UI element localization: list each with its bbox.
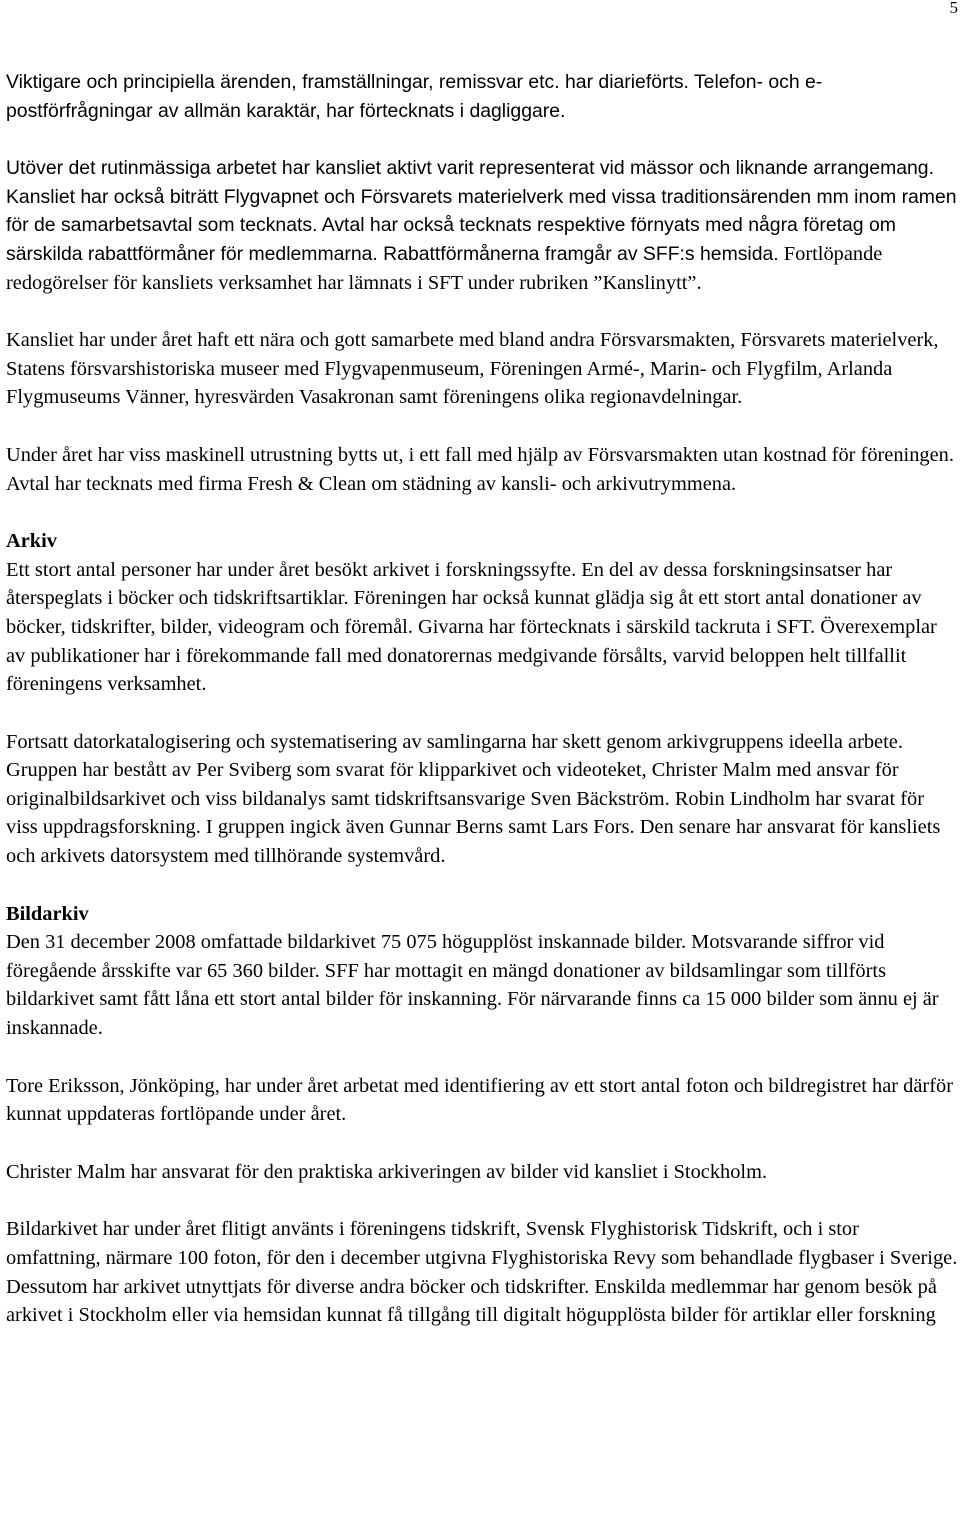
paragraph-arkiv-group: Fortsatt datorkatalogisering och systematisering av samlingarna har skett genom arkivgruppens ideella arbete. Gruppen har bestått av Per Sviberg som svarat för klipparkivet och videoteket, Christer Malm med ansvar för originalbildsarkivet och viss bildanalys samt tidskriftsansvarige Sven Bäckström. Robin Lindholm har svarat för viss uppdragsforskning. I gruppen ingick även Gunnar Berns samt Lars Fors. Den senare har ansvarat för kansliets och arkivets datorsystem med tillhörande systemvård.	[6, 730, 941, 868]
page-number: 5	[949, 0, 958, 17]
paragraph-bildarkiv-count: Den 31 december 2008 omfattade bildarkivet 75 075 högupplöst inskannade bilder. Motsvarande siffror vid föregående årsskifte var 65 360 bilder. SFF har mottagit en mängd donationer av bildsamlingar som tillförts bildarkivet samt fått låna ett stort antal bilder för inskanning. För närvarande finns ca 15 000 bilder som ännu ej är inskannade.	[6, 931, 939, 1040]
paragraph-bildarkiv-identification: Tore Eriksson, Jönköping, har under året arbetat med identifiering av ett stort antal foton och bildregistret har därför kunnat uppdateras fortlöpande under året.	[6, 1074, 953, 1126]
heading-bildarkiv: Bildarkiv	[6, 902, 89, 925]
paragraph-equipment: Under året har viss maskinell utrustning bytts ut, i ett fall med hjälp av Försvarsmakten utan kostnad för föreningen. Avtal har tecknats med firma Fresh & Clean om städning av kansli- och arkivutrymmena.	[6, 443, 954, 495]
paragraph-bildarkiv-usage: Bildarkivet har under året flitigt använts i föreningens tidskrift, Svensk Flyghistorisk Tidskrift, och i stor omfattning, närmare 100 foton, för den i december utgivna Flyghistoriska Revy som behandlade flygbaser i Sverige. Dessutom har arkivet utnyttjats för diverse andra böcker och tidskrifter. Enskilda medlemmar har genom besök på arkivet i Stockholm eller via hemsidan kunnat få tillgång till digitalt högupplösta bilder för artiklar eller forskning	[6, 1218, 958, 1327]
paragraph-arkiv-visitors: Ett stort antal personer har under året besökt arkivet i forskningssyfte. En del av dessa forskningsinsatser har återspeglats i böcker och tidskriftsartiklar. Föreningen har också kunnat glädja sig åt ett stort antal donationer av böcker, tidskrifter, bilder, videogram och föremål. Givarna har förtecknats i särskild tackruta i SFT. Överexemplar av publikationer har i förekommande fall med donatorernas medgivande försålts, varvid beloppen helt tillfallit föreningens verksamhet.	[6, 558, 937, 696]
document-body	[6, 68, 958, 1330]
paragraph-diary: Viktigare och principiella ärenden, framställningar, remissvar etc. har diarieförts. Telefon- och e-postförfrågningar av allmän karaktär, har förtecknats i dagliggare.	[6, 71, 823, 122]
paragraph-office-activities-serif-part: Fortlöpande redogörelser för kansliets verksamhet har lämnats i SFT under rubriken ”Kanslinytt”.	[6, 242, 883, 294]
paragraph-office-activities	[6, 154, 958, 297]
paragraph-office-activities-sans-part: Utöver det rutinmässiga arbetet har kansliet aktivt varit representerat vid mässor och liknande arrangemang. Kansliet har också biträtt Flygvapnet och Försvarets materielverk med vissa traditionsärenden mm inom ramen för de samarbetsavtal som tecknats. Avtal har också tecknats respektive förnyats med några företag om särskilda rabattförmåner för medlemmarna. Rabattförmånerna framgår av SFF:s hemsida.	[6, 157, 957, 265]
paragraph-cooperation: Kansliet har under året haft ett nära och gott samarbete med bland andra Försvarsmakten, Försvarets materielverk, Statens försvarshistoriska museer med Flygvapenmuseum, Föreningen Armé-, Marin- och Flygfilm, Arlanda Flygmuseums Vänner, hyresvärden Vasakronan samt föreningens olika regionavdelningar.	[6, 329, 939, 409]
paragraph-bildarkiv-archiving: Christer Malm har ansvarat för den praktiska arkiveringen av bilder vid kansliet i Stockholm.	[6, 1160, 768, 1183]
heading-arkiv: Arkiv	[6, 530, 57, 553]
